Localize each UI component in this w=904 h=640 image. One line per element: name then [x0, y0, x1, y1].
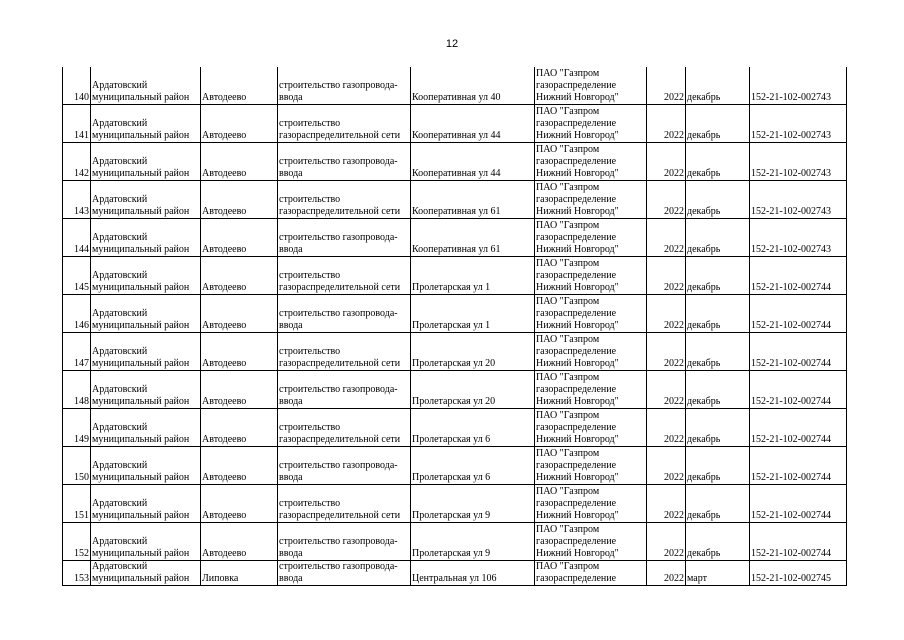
organization-cell-line: ПАО "Газпром	[536, 524, 600, 535]
district-cell-line: муниципальный район	[92, 168, 190, 179]
district-cell	[91, 67, 201, 105]
organization-cell	[535, 257, 647, 295]
organization-cell-line: ПАО "Газпром	[536, 106, 600, 117]
address-cell: Пролетарская ул 20	[411, 371, 535, 409]
address-cell: Пролетарская ул 9	[411, 485, 535, 523]
district-cell-line: Ардатовский	[92, 80, 148, 91]
village-cell: Автодеево	[201, 67, 278, 105]
code-cell: 152-21-102-002744	[750, 257, 847, 295]
year-cell: 2022	[647, 219, 686, 257]
district-cell	[91, 257, 201, 295]
village-cell: Автодеево	[201, 447, 278, 485]
code-cell: 152-21-102-002743	[750, 181, 847, 219]
organization-cell-line: газораспределение	[536, 460, 617, 471]
district-cell	[91, 409, 201, 447]
district-cell-line: Ардатовский	[92, 460, 148, 471]
village-cell: Автодеево	[201, 371, 278, 409]
table-row	[63, 485, 847, 523]
work-type-cell	[278, 219, 411, 257]
address-cell: Кооперативная ул 44	[411, 105, 535, 143]
organization-cell-line: газораспределение	[536, 80, 617, 91]
village-cell: Автодеево	[201, 523, 278, 561]
year-cell: 2022	[647, 561, 686, 586]
village-cell: Автодеево	[201, 295, 278, 333]
table-row	[63, 143, 847, 181]
village-cell: Автодеево	[201, 143, 278, 181]
village-cell: Автодеево	[201, 181, 278, 219]
district-cell-line: Ардатовский	[92, 384, 148, 395]
district-cell	[91, 181, 201, 219]
organization-cell-line: Нижний Новгород"	[536, 510, 619, 521]
organization-cell-line: ПАО "Газпром	[536, 448, 600, 459]
year-cell: 2022	[647, 105, 686, 143]
month-cell: декабрь	[686, 143, 750, 181]
table-row	[63, 523, 847, 561]
table-row	[63, 219, 847, 257]
organization-cell-line: газораспределение	[536, 194, 617, 205]
month-cell: декабрь	[686, 523, 750, 561]
year-cell: 2022	[647, 67, 686, 105]
address-cell: Пролетарская ул 6	[411, 409, 535, 447]
code-cell: 152-21-102-002743	[750, 219, 847, 257]
village-cell: Автодеево	[201, 409, 278, 447]
work-type-cell-line: ввода	[279, 472, 303, 483]
work-type-cell	[278, 485, 411, 523]
district-cell-line: Ардатовский	[92, 536, 148, 547]
district-cell	[91, 485, 201, 523]
organization-cell-line: Нижний Новгород"	[536, 548, 619, 559]
row-number-cell: 153	[63, 561, 91, 586]
organization-cell-line: газораспределение	[536, 156, 617, 167]
work-type-cell-line: строительство	[279, 270, 341, 281]
row-number-cell: 143	[63, 181, 91, 219]
month-cell: декабрь	[686, 181, 750, 219]
table-row	[63, 561, 847, 586]
organization-cell-line: Нижний Новгород"	[536, 434, 619, 445]
code-cell: 152-21-102-002743	[750, 143, 847, 181]
work-type-cell-line: строительство газопровода-	[279, 308, 398, 319]
work-type-cell	[278, 105, 411, 143]
village-cell: Автодеево	[201, 257, 278, 295]
address-cell: Центральная ул 106	[411, 561, 535, 586]
village-cell: Автодеево	[201, 105, 278, 143]
organization-cell-line: ПАО "Газпром	[536, 220, 600, 231]
work-type-cell-line: ввода	[279, 168, 303, 179]
work-type-cell-line: строительство газопровода-	[279, 561, 398, 572]
month-cell: декабрь	[686, 67, 750, 105]
district-cell	[91, 523, 201, 561]
organization-cell-line: ПАО "Газпром	[536, 410, 600, 421]
month-cell: декабрь	[686, 257, 750, 295]
district-cell-line: муниципальный район	[92, 434, 190, 445]
work-type-cell-line: газораспределительной сети	[279, 510, 401, 521]
organization-cell	[535, 485, 647, 523]
month-cell: декабрь	[686, 371, 750, 409]
district-cell-line: Ардатовский	[92, 308, 148, 319]
organization-cell-line: Нижний Новгород"	[536, 168, 619, 179]
district-cell-line: Ардатовский	[92, 422, 148, 433]
address-cell: Пролетарская ул 9	[411, 523, 535, 561]
district-cell	[91, 371, 201, 409]
code-cell: 152-21-102-002744	[750, 523, 847, 561]
organization-cell-line: Нижний Новгород"	[536, 472, 619, 483]
organization-cell-line: Нижний Новгород"	[536, 358, 619, 369]
month-cell: март	[686, 561, 750, 586]
organization-cell-line: ПАО "Газпром	[536, 486, 600, 497]
code-cell: 152-21-102-002744	[750, 409, 847, 447]
village-cell: Автодеево	[201, 219, 278, 257]
work-type-cell-line: строительство газопровода-	[279, 460, 398, 471]
work-type-cell-line: газораспределительной сети	[279, 434, 401, 445]
year-cell: 2022	[647, 523, 686, 561]
work-type-cell	[278, 257, 411, 295]
row-number-cell: 142	[63, 143, 91, 181]
organization-cell-line: Нижний Новгород"	[536, 130, 619, 141]
organization-cell-line: ПАО "Газпром	[536, 68, 600, 79]
work-type-cell-line: ввода	[279, 92, 303, 103]
village-cell: Липовка	[201, 561, 278, 586]
organization-cell	[535, 523, 647, 561]
month-cell: декабрь	[686, 105, 750, 143]
row-number-cell: 145	[63, 257, 91, 295]
organization-cell-line: ПАО "Газпром	[536, 258, 600, 269]
code-cell: 152-21-102-002744	[750, 295, 847, 333]
year-cell: 2022	[647, 295, 686, 333]
organization-cell-line: газораспределение	[536, 232, 617, 243]
page-number: 12	[445, 38, 459, 50]
work-type-cell	[278, 67, 411, 105]
organization-cell-line: ПАО "Газпром	[536, 144, 600, 155]
work-type-cell	[278, 143, 411, 181]
registry-table	[62, 67, 847, 586]
district-cell	[91, 447, 201, 485]
work-type-cell	[278, 371, 411, 409]
organization-cell	[535, 447, 647, 485]
organization-cell	[535, 219, 647, 257]
year-cell: 2022	[647, 409, 686, 447]
work-type-cell-line: строительство газопровода-	[279, 384, 398, 395]
month-cell: декабрь	[686, 485, 750, 523]
work-type-cell	[278, 409, 411, 447]
row-number-cell: 151	[63, 485, 91, 523]
district-cell-line: муниципальный район	[92, 510, 190, 521]
organization-cell	[535, 561, 647, 586]
work-type-cell-line: строительство	[279, 194, 341, 205]
work-type-cell-line: строительство газопровода-	[279, 80, 398, 91]
district-cell	[91, 105, 201, 143]
organization-cell	[535, 143, 647, 181]
district-cell-line: муниципальный район	[92, 320, 190, 331]
work-type-cell-line: газораспределительной сети	[279, 130, 401, 141]
work-type-cell-line: ввода	[279, 548, 303, 559]
district-cell-line: Ардатовский	[92, 270, 148, 281]
district-cell-line: Ардатовский	[92, 498, 148, 509]
organization-cell-line: газораспределение	[536, 422, 617, 433]
row-number-cell: 152	[63, 523, 91, 561]
address-cell: Кооперативная ул 61	[411, 181, 535, 219]
table-row	[63, 295, 847, 333]
work-type-cell	[278, 561, 411, 586]
organization-cell-line: Нижний Новгород"	[536, 92, 619, 103]
table-row	[63, 181, 847, 219]
row-number-cell: 150	[63, 447, 91, 485]
district-cell-line: муниципальный район	[92, 206, 190, 217]
district-cell-line: муниципальный район	[92, 573, 190, 584]
code-cell: 152-21-102-002745	[750, 561, 847, 586]
month-cell: декабрь	[686, 219, 750, 257]
code-cell: 152-21-102-002744	[750, 371, 847, 409]
address-cell: Кооперативная ул 44	[411, 143, 535, 181]
work-type-cell-line: газораспределительной сети	[279, 206, 401, 217]
district-cell-line: Ардатовский	[92, 561, 148, 572]
row-number-cell: 147	[63, 333, 91, 371]
work-type-cell	[278, 523, 411, 561]
year-cell: 2022	[647, 143, 686, 181]
address-cell: Пролетарская ул 6	[411, 447, 535, 485]
village-cell: Автодеево	[201, 485, 278, 523]
organization-cell-line: газораспределение	[536, 118, 617, 129]
code-cell: 152-21-102-002744	[750, 333, 847, 371]
organization-cell-line: газораспределение	[536, 270, 617, 281]
address-cell: Кооперативная ул 61	[411, 219, 535, 257]
work-type-cell-line: строительство	[279, 422, 341, 433]
month-cell: декабрь	[686, 409, 750, 447]
month-cell: декабрь	[686, 333, 750, 371]
table-row	[63, 447, 847, 485]
organization-cell	[535, 67, 647, 105]
table-row	[63, 409, 847, 447]
table-row	[63, 67, 847, 105]
work-type-cell-line: строительство	[279, 498, 341, 509]
work-type-cell-line: строительство газопровода-	[279, 232, 398, 243]
district-cell-line: Ардатовский	[92, 194, 148, 205]
organization-cell-line: ПАО "Газпром	[536, 296, 600, 307]
organization-cell-line: газораспределение	[536, 346, 617, 357]
organization-cell-line: газораспределение	[536, 498, 617, 509]
work-type-cell	[278, 295, 411, 333]
work-type-cell-line: строительство	[279, 118, 341, 129]
organization-cell	[535, 333, 647, 371]
address-cell: Кооперативная ул 40	[411, 67, 535, 105]
month-cell: декабрь	[686, 447, 750, 485]
organization-cell-line: ПАО "Газпром	[536, 182, 600, 193]
row-number-cell: 148	[63, 371, 91, 409]
organization-cell-line: газораспределение	[536, 384, 617, 395]
district-cell-line: Ардатовский	[92, 232, 148, 243]
code-cell: 152-21-102-002743	[750, 105, 847, 143]
table-row	[63, 371, 847, 409]
village-cell: Автодеево	[201, 333, 278, 371]
organization-cell	[535, 295, 647, 333]
work-type-cell-line: ввода	[279, 396, 303, 407]
organization-cell-line: Нижний Новгород"	[536, 244, 619, 255]
year-cell: 2022	[647, 447, 686, 485]
code-cell: 152-21-102-002744	[750, 485, 847, 523]
row-number-cell: 144	[63, 219, 91, 257]
year-cell: 2022	[647, 485, 686, 523]
code-cell: 152-21-102-002744	[750, 447, 847, 485]
address-cell: Пролетарская ул 1	[411, 257, 535, 295]
row-number-cell: 140	[63, 67, 91, 105]
district-cell-line: муниципальный район	[92, 130, 190, 141]
work-type-cell-line: строительство газопровода-	[279, 156, 398, 167]
work-type-cell-line: газораспределительной сети	[279, 358, 401, 369]
address-cell: Пролетарская ул 20	[411, 333, 535, 371]
organization-cell-line: Нижний Новгород"	[536, 396, 619, 407]
organization-cell-line: Нижний Новгород"	[536, 206, 619, 217]
table-row	[63, 257, 847, 295]
work-type-cell	[278, 181, 411, 219]
work-type-cell	[278, 333, 411, 371]
work-type-cell-line: строительство газопровода-	[279, 536, 398, 547]
district-cell	[91, 295, 201, 333]
district-cell	[91, 333, 201, 371]
year-cell: 2022	[647, 371, 686, 409]
organization-cell-line: ПАО "Газпром	[536, 372, 600, 383]
work-type-cell-line: газораспределительной сети	[279, 282, 401, 293]
organization-cell-line: газораспределение	[536, 573, 617, 584]
month-cell: декабрь	[686, 295, 750, 333]
organization-cell	[535, 371, 647, 409]
work-type-cell-line: ввода	[279, 573, 303, 584]
district-cell-line: муниципальный район	[92, 396, 190, 407]
row-number-cell: 146	[63, 295, 91, 333]
organization-cell	[535, 105, 647, 143]
organization-cell-line: Нижний Новгород"	[536, 320, 619, 331]
district-cell-line: Ардатовский	[92, 118, 148, 129]
row-number-cell: 141	[63, 105, 91, 143]
work-type-cell	[278, 447, 411, 485]
table-row	[63, 105, 847, 143]
year-cell: 2022	[647, 333, 686, 371]
district-cell-line: муниципальный район	[92, 282, 190, 293]
district-cell-line: муниципальный район	[92, 244, 190, 255]
organization-cell-line: ПАО "Газпром	[536, 334, 600, 345]
organization-cell	[535, 181, 647, 219]
district-cell-line: муниципальный район	[92, 472, 190, 483]
work-type-cell-line: строительство	[279, 346, 341, 357]
district-cell	[91, 143, 201, 181]
work-type-cell-line: ввода	[279, 320, 303, 331]
row-number-cell: 149	[63, 409, 91, 447]
district-cell-line: Ардатовский	[92, 156, 148, 167]
year-cell: 2022	[647, 181, 686, 219]
district-cell-line: муниципальный район	[92, 548, 190, 559]
organization-cell-line: Нижний Новгород"	[536, 282, 619, 293]
organization-cell-line: ПАО "Газпром	[536, 561, 600, 572]
district-cell-line: Ардатовский	[92, 346, 148, 357]
table-row	[63, 333, 847, 371]
organization-cell-line: газораспределение	[536, 536, 617, 547]
district-cell-line: муниципальный район	[92, 92, 190, 103]
address-cell: Пролетарская ул 1	[411, 295, 535, 333]
district-cell	[91, 219, 201, 257]
organization-cell	[535, 409, 647, 447]
year-cell: 2022	[647, 257, 686, 295]
district-cell-line: муниципальный район	[92, 358, 190, 369]
organization-cell-line: газораспределение	[536, 308, 617, 319]
district-cell	[91, 561, 201, 586]
code-cell: 152-21-102-002743	[750, 67, 847, 105]
work-type-cell-line: ввода	[279, 244, 303, 255]
